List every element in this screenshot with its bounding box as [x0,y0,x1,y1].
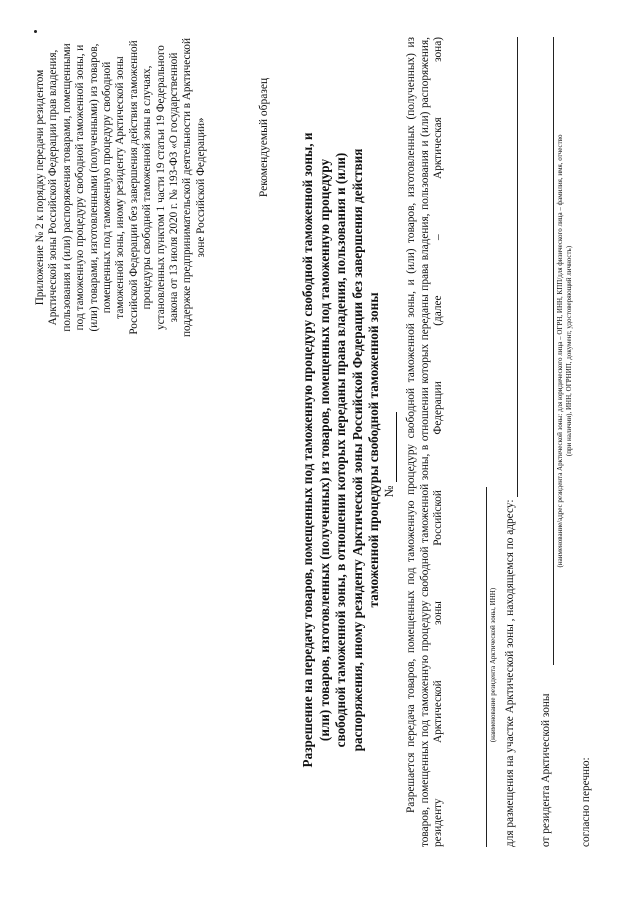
appendix-line: процедуры свободной таможенной зоны в случаях, [141,65,154,310]
appendix-line: закона от 13 июля 2020 г. № 193-ФЗ «О государственной [168,52,181,323]
from-resident-text: от резидента Арктической зоны [540,693,552,847]
permission-body [405,37,446,847]
appendix-header [34,30,208,345]
from-caption-2: (при наличии), ИНН, ОГРНИП, документ, удостоверяющий личность) [565,245,573,457]
appendix-line: пользования и (или) распоряжения товарами, помещенными [60,43,73,332]
appendix-line: поддержке предпринимательской деятельности в Арктической [181,38,194,337]
document-title: Разрешение на передачу товаров, помещенных под таможенную процедуру свободной таможенной зоны, и (или) товаров, изготовленных (полученных) из товаров, помещенных под таможенную процедуру свободной таможенной зоны, в отношении которых переданы права владения, пользования и (или) распоряжения, иному резиденту Арктической зоны Российской Федерации без завершения действия таможенной процедуры свободной таможенной зоны [300,132,382,768]
appendix-line: Арктической зоны Российской Федерации прав владения, [47,49,60,326]
appendix-lead: Приложение № 2 к порядку передачи резидентом [34,69,46,306]
from-caption: (наименование/адрес резидента Арктической зоны: для юридического лица – ОГРН, ИНН, КПП/для физического лица – фамилия, имя, отчество [556,134,564,568]
from-resident-field[interactable] [553,37,554,665]
document-number [382,305,397,605]
appendix-line: зоне Российской Федерации» [194,117,207,258]
scan-dot [34,30,37,33]
permission-paragraph: Разрешается передача товаров, помещенных под таможенную процедуру свободной таможенной зоны, и (или) товаров, изготовленных (полученных) из товаров, помещенных под таможенную процедуру свободной таможенной зоны, в отношении которых переданы права владения, пользования и (или) распоряжения, резиденту Арктической зоны Российской Федерации (далее – Арктическая зона) [405,37,445,847]
appendix-line: помещенных под таможенную процедуру свободной [101,61,114,314]
according-to-list: согласно перечню: [580,757,592,847]
appendix-line: Российской Федерации без завершения действия таможенной [127,40,140,335]
number-label: № [382,485,396,498]
appendix-line: под таможенную процедуру свободной таможенной зоны, и [74,44,87,331]
appendix-line: (или) товарами, изготовленными (полученными) из товаров, [87,43,100,332]
resident-name-field[interactable] [486,487,487,847]
placement-text: для размещения на участке Арктической зоны , находящемся по адресу: [504,499,516,847]
number-field[interactable] [386,412,397,482]
appendix-line: установленных пунктом 1 части 19 статьи 19 Федерального [154,45,167,330]
recommended-sample-label: Рекомендуемый образец [258,77,270,198]
resident-caption: (наименование резидента Арктической зоны, ИНН) [489,587,497,743]
appendix-line: таможенной зоны, иному резиденту Арктической зоны [114,56,127,319]
placement-address-field[interactable] [517,37,518,497]
